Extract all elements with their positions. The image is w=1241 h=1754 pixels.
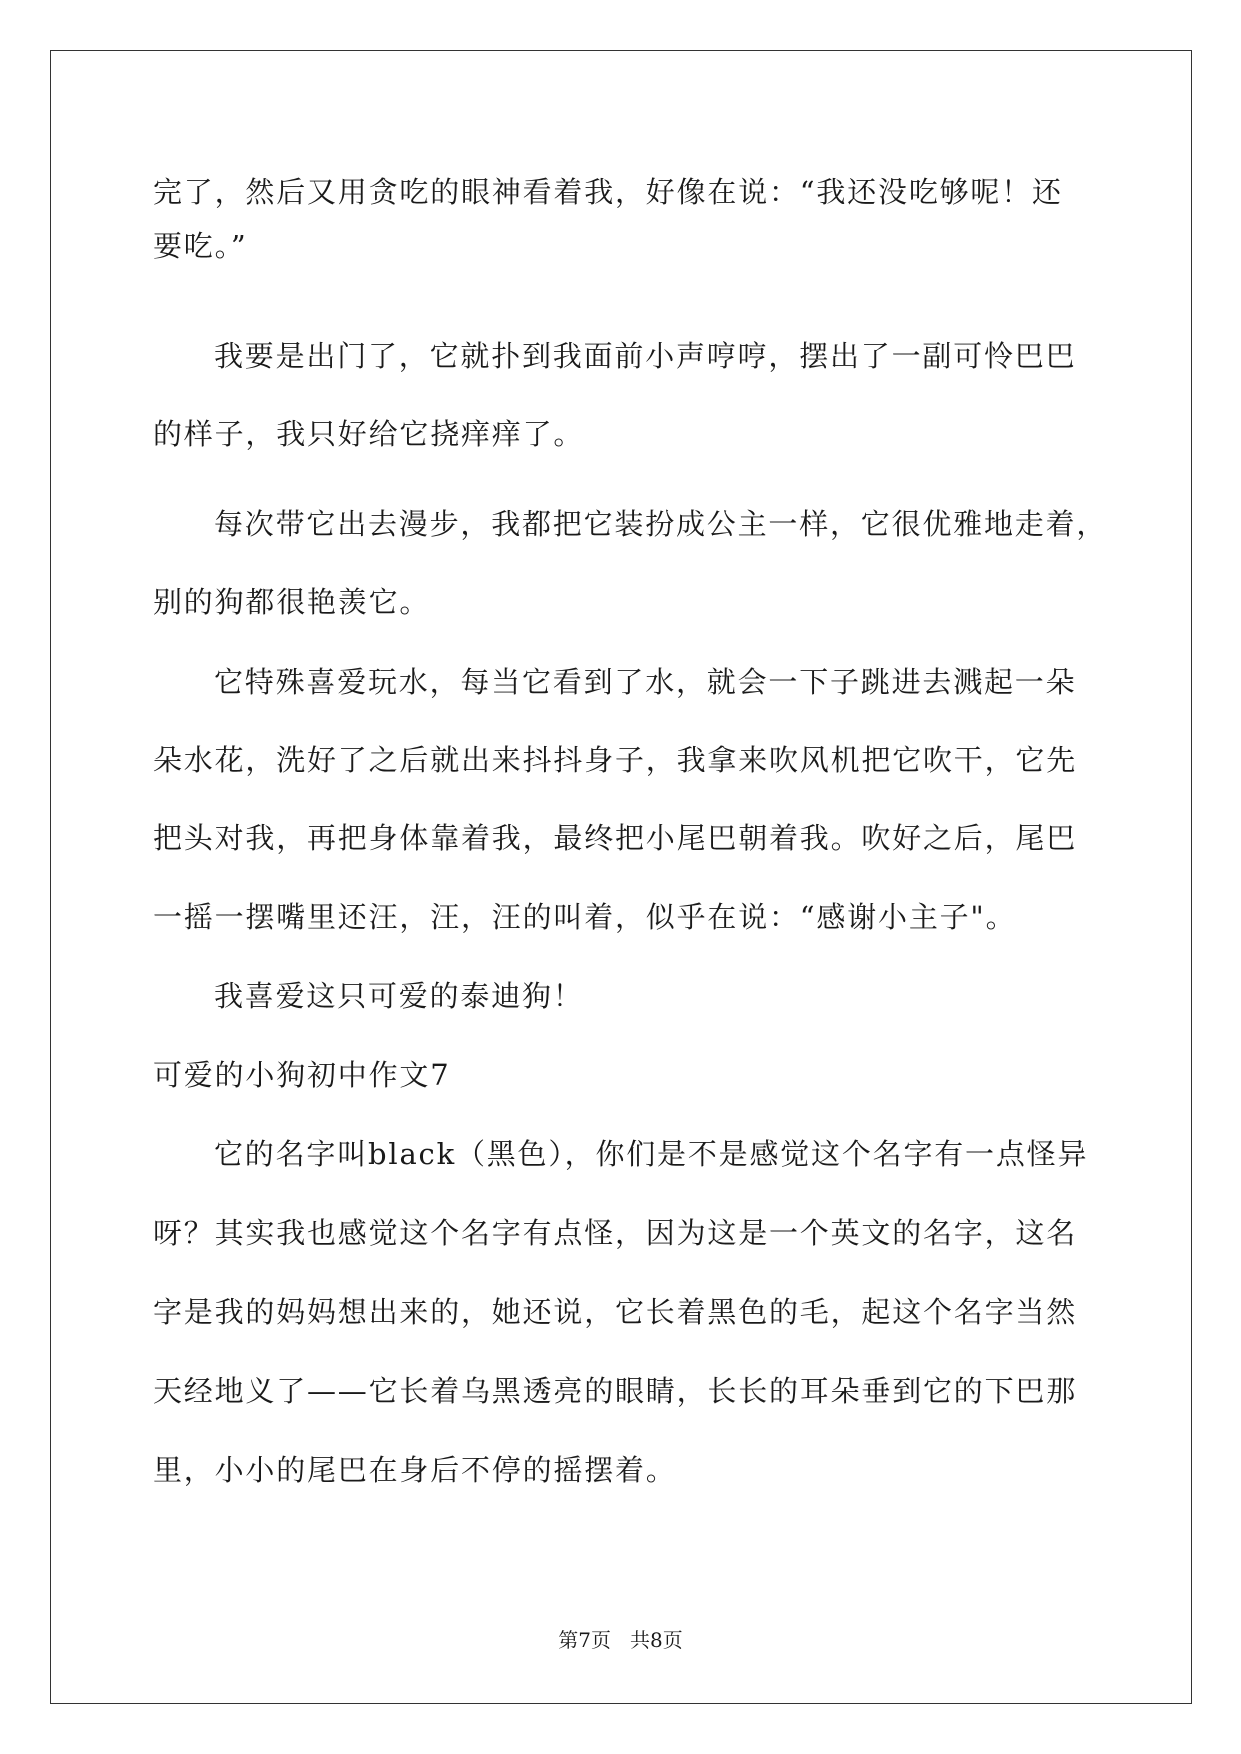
text-line: 天经地义了——它长着乌黑透亮的眼睛，长长的耳朵垂到它的下巴那: [153, 1374, 1078, 1408]
section-heading: 可爱的小狗初中作文7: [153, 1058, 451, 1092]
paragraph-start-line: 它的名字叫black（黑色），你们是不是感觉这个名字有一点怪异: [214, 1137, 1089, 1171]
text-line: 完了，然后又用贪吃的眼神看着我，好像在说：“我还没吃够呢！还: [153, 175, 1063, 209]
paragraph-start-line: 我喜爱这只可爱的泰迪狗！: [214, 979, 584, 1013]
text-line: 要吃。”: [153, 229, 248, 263]
paragraph-start-line: 它特殊喜爱玩水，每当它看到了水，就会一下子跳进去溅起一朵: [214, 665, 1077, 699]
text-line: 朵水花，洗好了之后就出来抖抖身子，我拿来吹风机把它吹干，它先: [153, 743, 1078, 777]
text-line: 字是我的妈妈想出来的，她还说，它长着黑色的毛，起这个名字当然: [153, 1295, 1078, 1329]
text-line: 一摇一摆嘴里还汪，汪，汪的叫着，似乎在说：“感谢小主子"。: [153, 900, 1017, 934]
page-number: 第7页 共8页: [558, 1628, 683, 1652]
paragraph-start-line: 每次带它出去漫步，我都把它装扮成公主一样，它很优雅地走着，: [214, 507, 1108, 541]
text-line: 的样子，我只好给它挠痒痒了。: [153, 417, 585, 451]
text-line: 别的狗都很艳羡它。: [153, 585, 431, 619]
paragraph-start-line: 我要是出门了，它就扑到我面前小声哼哼，摆出了一副可怜巴巴: [214, 339, 1077, 373]
text-line: 把头对我，再把身体靠着我，最终把小尾巴朝着我。吹好之后，尾巴: [153, 821, 1078, 855]
text-line: 里，小小的尾巴在身后不停的摇摆着。: [153, 1453, 677, 1487]
text-line: 呀？其实我也感觉这个名字有点怪，因为这是一个英文的名字，这名: [153, 1216, 1078, 1250]
